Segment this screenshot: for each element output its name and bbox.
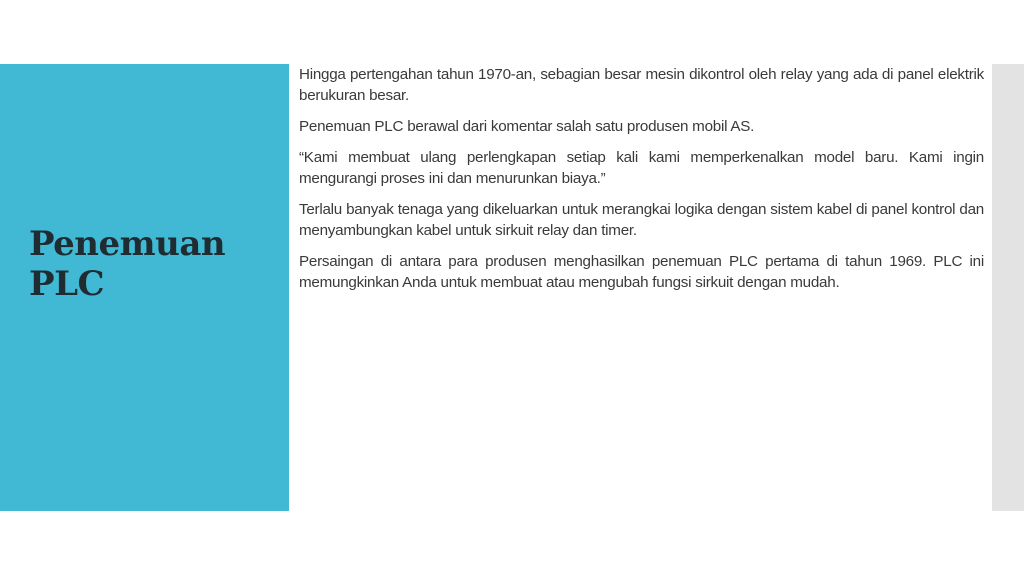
slide-title-line-1: Penemuan	[29, 224, 226, 264]
paragraph-1: Hingga pertengahan tahun 1970-an, sebagian besar mesin dikontrol oleh relay yang ada di panel elektrik berukuran besar.	[299, 66, 984, 104]
paragraph-2: Penemuan PLC berawal dari komentar salah satu produsen mobil AS.	[299, 118, 755, 135]
paragraph-4: Terlalu banyak tenaga yang dikeluarkan untuk merangkai logika dengan sistem kabel di panel kontrol dan menyambungkan kabel untuk sirkuit relay dan timer.	[299, 201, 984, 239]
paragraph-5: Persaingan di antara para produsen menghasilkan penemuan PLC pertama di tahun 1969. PLC ini memungkinkan Anda untuk membuat atau mengubah fungsi sirkuit dengan mudah.	[299, 253, 984, 291]
slide-title-line-2: PLC	[29, 264, 105, 304]
paragraph-3: “Kami membuat ulang perlengkapan setiap kali kami memperkenalkan model baru. Kami ingin mengurangi proses ini dan menurunkan biaya.”	[299, 149, 984, 187]
slide-title	[29, 224, 279, 304]
slide-body	[299, 64, 984, 303]
side-strip	[992, 64, 1024, 511]
